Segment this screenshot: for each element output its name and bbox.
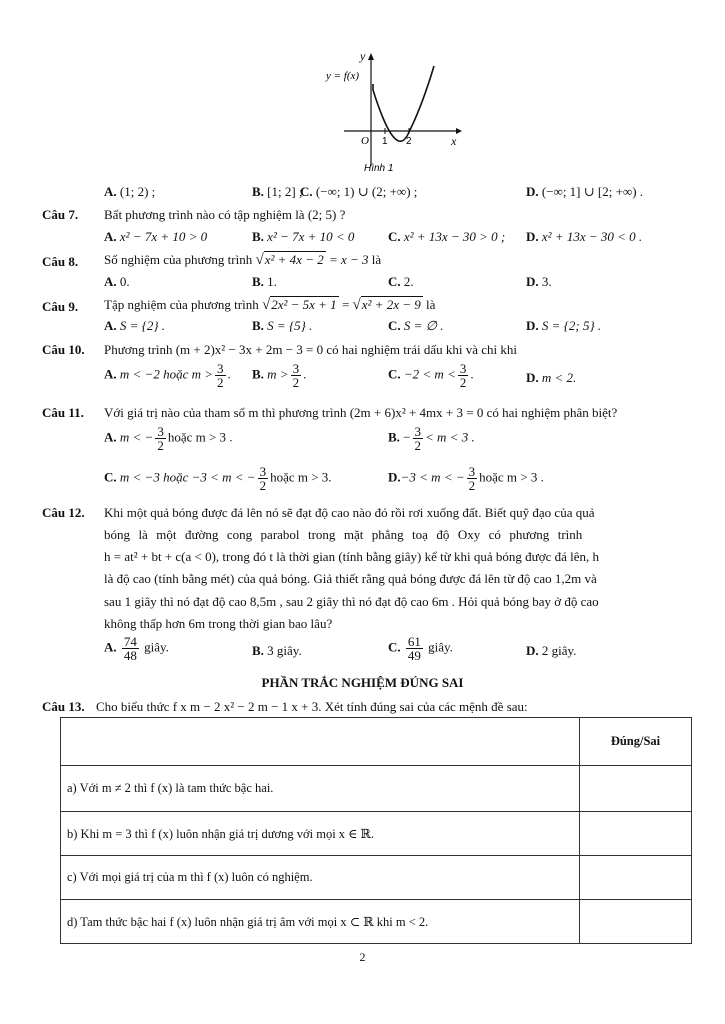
table-row xyxy=(61,900,692,944)
y-axis-label: y xyxy=(360,49,366,63)
y-axis-arrow xyxy=(368,53,374,60)
q12-line-5: sau 1 giây thì nó đạt độ cao 8,5m , sau 2 giây thì nó đạt độ cao 6m . Hỏi quả bóng bay ở độ cao xyxy=(104,594,599,609)
statement-b: b) Khi m = 3 thì f (x) luôn nhận giá trị dương với mọi x ∈ ℝ. xyxy=(61,812,580,856)
q12-option-b[interactable]: B. 3 giây. xyxy=(252,643,302,658)
q11-label: Câu 11. xyxy=(42,405,84,420)
q7-option-d[interactable]: D. x² + 13x − 30 < 0 . xyxy=(526,229,643,244)
page-number: 2 xyxy=(359,950,366,964)
answer-cell-c[interactable] xyxy=(580,856,692,900)
q9-option-a[interactable]: A. S = {2} . xyxy=(104,318,166,333)
q8-label: Câu 8. xyxy=(42,254,79,269)
q7-option-b[interactable]: B. x² − 7x + 10 < 0 xyxy=(252,229,355,244)
q11-option-a[interactable]: A. m < − $\frac{3}{2}$ hoặc m > 3 . xyxy=(104,424,233,453)
q9-label: Câu 9. xyxy=(42,299,79,314)
answer-cell-d[interactable] xyxy=(580,900,692,944)
q10-option-d[interactable]: D. m < 2. xyxy=(526,370,577,385)
q11-option-c[interactable]: C. m < −3 hoặc −3 < m < − $\frac{3}{2}$ hoặc m > 3. xyxy=(104,464,332,493)
q13-label: Câu 13. xyxy=(42,699,85,714)
answer-cell-b[interactable] xyxy=(580,812,692,856)
x-axis-arrow xyxy=(456,128,462,134)
q6-option-a[interactable]: A. (1; 2) ; xyxy=(104,184,156,199)
q9-option-c[interactable]: C. S = ∅ . xyxy=(388,318,444,333)
q6-option-c[interactable]: C. (−∞; 1) ∪ (2; +∞) ; xyxy=(300,184,418,199)
tick-label-2: 2 xyxy=(406,136,412,147)
q6-option-b[interactable]: B. [1; 2] ; xyxy=(252,184,303,199)
q12-option-a[interactable]: A. $\frac{74}{48}$ giây. xyxy=(104,634,169,663)
q8-option-c[interactable]: C. 2. xyxy=(388,274,414,289)
q12-line-6: không thấp hơn 6m trong thời gian bao lâu? xyxy=(104,616,333,631)
table-row xyxy=(61,812,692,856)
answer-cell-a[interactable] xyxy=(580,766,692,812)
table-header-row xyxy=(61,718,692,766)
origin-label: O xyxy=(361,135,369,147)
q8-question: Số nghiệm của phương trình √x² + 4x − 2 = x − 3 là xyxy=(104,252,382,268)
q10-option-b[interactable]: B. m > $\frac{3}{2}$ . xyxy=(252,361,307,390)
table-header-statement xyxy=(61,718,580,766)
q8-option-d[interactable]: D. 3. xyxy=(526,274,552,289)
tick-label-1: 1 xyxy=(382,136,388,147)
q9-option-d[interactable]: D. S = {2; 5} . xyxy=(526,318,602,333)
q12-line-4: là độ cao (tính bằng mét) của quả bóng. Giả thiết rằng quả bóng được đá lên từ độ cao 1,2m và xyxy=(104,571,597,586)
table-row xyxy=(61,856,692,900)
q11-question: Với giá trị nào của tham số m thì phương trình (2m + 6)x² + 4mx + 3 = 0 có hai nghiệm phân biệt? xyxy=(104,405,618,420)
x-axis-label: x xyxy=(451,134,457,148)
q10-label: Câu 10. xyxy=(42,342,85,357)
function-label: y = f(x) xyxy=(326,70,360,82)
q7-question: Bất phương trình nào có tập nghiệm là (2; 5) ? xyxy=(104,207,346,222)
q7-label: Câu 7. xyxy=(42,207,79,222)
parabola-curve xyxy=(373,66,434,141)
q12-label: Câu 12. xyxy=(42,505,85,520)
table-header-answer: Đúng/Sai xyxy=(580,718,692,766)
q12-option-c[interactable]: C. $\frac{61}{49}$ giây. xyxy=(388,634,453,663)
q12-line-3: h = at² + bt + c(a < 0), trong đó t là thời gian (tính bằng giây) kể từ khi quả bóng được đá lên, h xyxy=(104,549,600,564)
statement-d: d) Tam thức bậc hai f (x) luôn nhận giá trị âm với mọi x ⊂ ℝ khi m < 2. xyxy=(61,900,580,944)
q9-option-b[interactable]: B. S = {5} . xyxy=(252,318,313,333)
statement-a: a) Với m ≠ 2 thì f (x) là tam thức bậc hai. xyxy=(61,766,580,812)
statement-c: c) Với mọi giá trị của m thì f (x) luôn có nghiệm. xyxy=(61,856,580,900)
q12-line-2: bóng là một đường cong parabol trong mặt phẳng toạ độ Oxy có phương trình xyxy=(104,527,583,542)
q7-option-c[interactable]: C. x² + 13x − 30 > 0 ; xyxy=(388,229,506,244)
q11-option-d[interactable]: D.−3 < m < − $\frac{3}{2}$ hoặc m > 3 . xyxy=(388,464,544,493)
figure-caption: Hình 1 xyxy=(364,163,394,174)
q11-option-b[interactable]: B. − $\frac{3}{2}$ < m < 3 . xyxy=(388,424,475,453)
q10-question: Phương trình (m + 2)x² − 3x + 2m − 3 = 0 có hai nghiệm trái dấu khi và chỉ khi xyxy=(104,342,518,357)
q8-option-a[interactable]: A. 0. xyxy=(104,274,130,289)
q8-option-b[interactable]: B. 1. xyxy=(252,274,277,289)
q10-option-a[interactable]: A. m < −2 hoặc m > $\frac{3}{2}$ . xyxy=(104,361,231,390)
q10-option-c[interactable]: C. −2 < m < $\frac{3}{2}$ . xyxy=(388,361,474,390)
q13-question: Cho biểu thức f x m − 2 x² − 2 m − 1 x + 3. Xét tính đúng sai của các mệnh đề sau: xyxy=(96,699,528,714)
q12-option-d[interactable]: D. 2 giây. xyxy=(526,643,577,658)
q9-question: Tập nghiệm của phương trình √2x² − 5x + 1 = √x² + 2x − 9 là xyxy=(104,297,436,313)
table-row xyxy=(61,766,692,812)
q7-option-a[interactable]: A. x² − 7x + 10 > 0 xyxy=(104,229,208,244)
q6-option-d[interactable]: D. (−∞; 1] ∪ [2; +∞) . xyxy=(526,184,644,199)
parabola-figure xyxy=(326,48,470,174)
q12-line-1: Khi một quả bóng được đá lên nó sẽ đạt độ cao nào đó rồi rơi xuống đất. Biết quỹ đạo của quả xyxy=(104,505,595,520)
true-false-table xyxy=(60,717,692,944)
section-title: PHẦN TRẮC NGHIỆM ĐÚNG SAI xyxy=(261,675,464,690)
